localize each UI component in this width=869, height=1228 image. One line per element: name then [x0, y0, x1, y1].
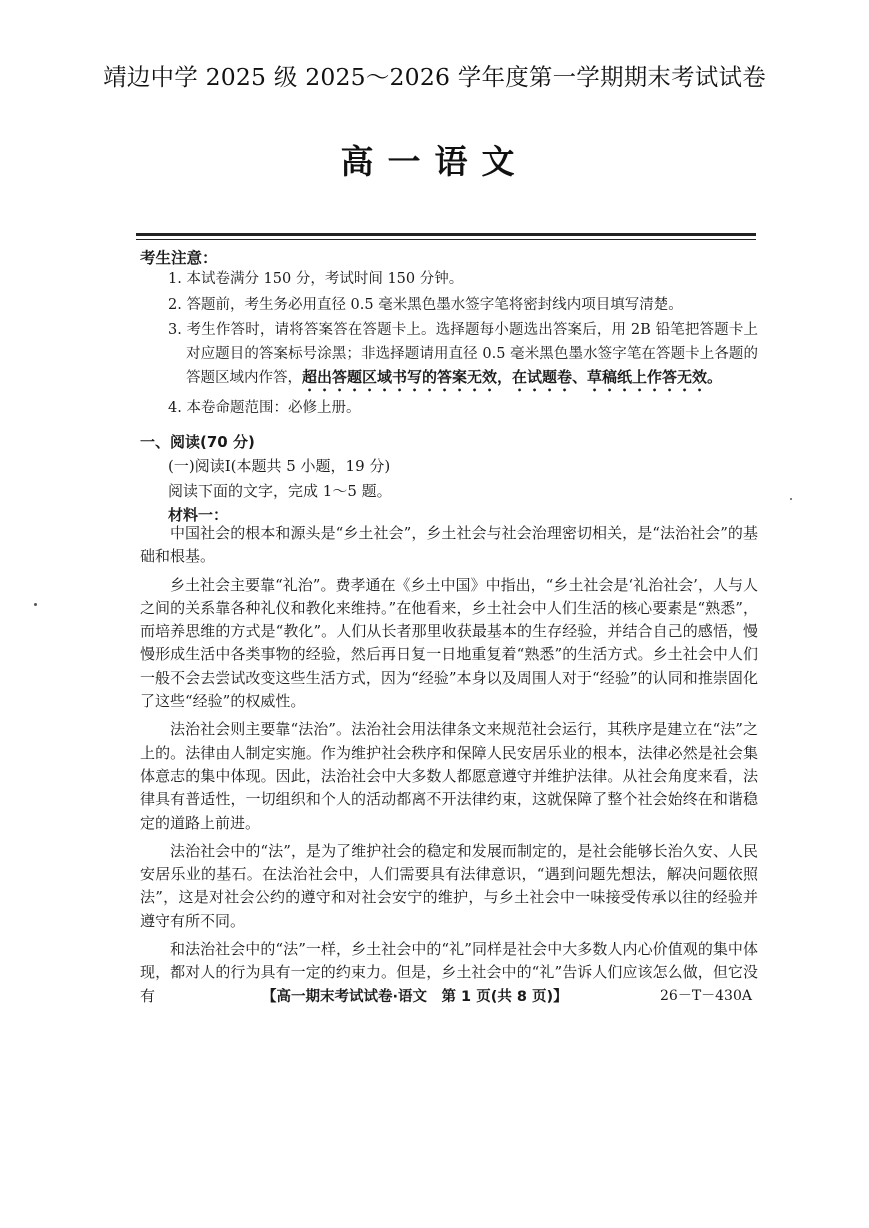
- part-title: (一)阅读Ⅰ(本题共 5 小题，19 分): [168, 457, 391, 475]
- footer-code: 26－T－430A: [660, 988, 752, 1004]
- paragraph-5: 和法治社会中的“法”一样，乡土社会中的“礼”同样是社会中大多数人内心价值观的集中体现，都对人的行为具有一定的约束力。但是，乡土社会中的“礼”告诉人们应该怎么做，但它没有: [140, 940, 758, 1005]
- notice-item-4: 4. 本卷命题范围：必修上册。: [168, 400, 361, 416]
- reading-instruction: 阅读下面的文字，完成 1～5 题。: [168, 482, 392, 500]
- material-heading: 材料一：: [168, 506, 229, 524]
- notice-item-3-text: 3. 考生作答时，请将答案答在答题卡上。选择题每小题选出答案后，用 2B 铅笔把答题卡上对应题目的答案标号涂黑；非选择题请用直径 0.5 毫米黑色墨水签字笔在答题卡上各题的答题区域内作答，: [168, 322, 758, 386]
- scan-speck: [790, 498, 792, 500]
- material-body: [140, 522, 758, 1013]
- footer-label: 【高一期末考试试卷·语文 第 1 页(共 8 页)】: [262, 989, 568, 1005]
- notice-list: [168, 268, 758, 421]
- notice-item-3: [168, 319, 758, 395]
- notice-item-3-emphasis: 超出答题区域书写的答案无效，在试题卷、草稿纸上作答无效。: [302, 368, 723, 386]
- section-heading: 一、阅读(70 分): [140, 433, 255, 451]
- paragraph-4: 法治社会中的“法”，是为了维护社会的稳定和发展而制定的，是社会能够长治久安、人民安居乐业的基石。在法治社会中，人们需要具有法律意识，“遇到问题先想法，解决问题依照法”，这是对社会公约的遵守和对社会安宁的维护，与乡土社会中一味接受传承以往的经验并遵守有所不同。: [140, 841, 758, 930]
- notice-item-1: 1. 本试卷满分 150 分，考试时间 150 分钟。: [168, 271, 464, 287]
- paragraph-3: 法治社会则主要靠“法治”。法治社会用法律条文来规范社会运行，其秩序是建立在“法”之上的。法律由人制定实施。作为维护社会秩序和保障人民安居乐业的根本，法律必然是社会集体意志的集中体现。因此，法治社会中大多数人都愿意遵守并维护法律。从社会角度来看，法律具有普适性，一切组织和个人的活动都离不开法律约束，这就保障了整个社会始终在和谐稳定的道路上前进。: [140, 720, 758, 832]
- paragraph-1: 中国社会的根本和源头是“乡土社会”，乡土社会与社会治理密切相关，是“法治社会”的基础和根基。: [140, 524, 758, 566]
- notice-item-2: 2. 答题前，考生务必用直径 0.5 毫米黑色墨水签字笔将密封线内项目填写清楚。: [168, 296, 683, 313]
- header-rule-thick: [136, 233, 756, 236]
- paragraph-2: 乡土社会主要靠“礼治”。费孝通在《乡土中国》中指出，“乡土社会是‘礼治社会’，人与人之间的关系靠各种礼仪和教化来维持。”在他看来，乡土社会中人们生活的核心要素是“熟悉”，而培养思维的方式是“教化”。人们从长者那里收获最基本的生存经验，并结合自己的感悟，慢慢形成生活中各类事物的经验，然后再日复一日地重复着“熟悉”的生活方式。乡土社会中人们一般不会去尝试改变这些生活方式，因为“经验”本身以及周围人对于“经验”的认同和推崇固化了这些“经验”的权威性。: [140, 575, 758, 711]
- header-rule-thin: [136, 239, 756, 240]
- page-footer: [0, 985, 869, 1009]
- exam-title: 靖边中学 2025 级 2025～2026 学年度第一学期期末考试试卷: [103, 63, 766, 91]
- scan-speck: [34, 603, 37, 606]
- notice-heading: 考生注意：: [140, 249, 218, 267]
- subject-title: 高一语文: [340, 142, 529, 181]
